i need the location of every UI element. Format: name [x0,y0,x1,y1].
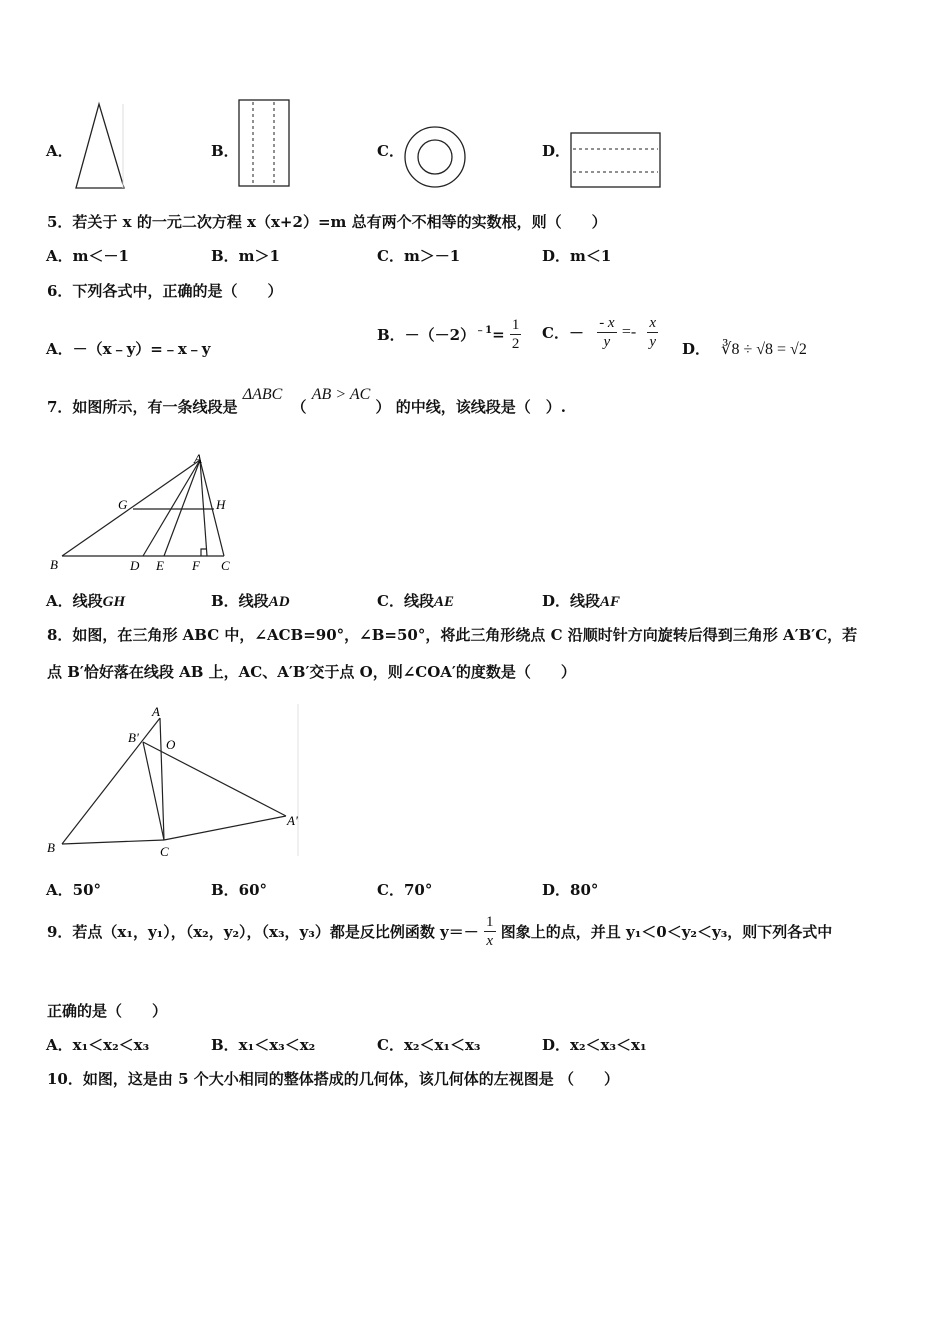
q7-label-e: E [156,558,164,573]
q6-option-d [682,338,807,359]
q7-label-b: B [50,557,58,572]
q9-fraction [484,913,496,950]
q8-label-aprime: A' [287,813,298,828]
q9-stem-line2: 正确的是（ ） [47,1002,168,1020]
q8-option-b: B．60° [211,881,268,899]
q8-option-a: A．50° [46,881,102,899]
q8-side-bc [62,840,164,844]
q7-option-d [542,590,620,611]
q6-option-b-fraction [510,316,522,353]
q6-option-b-prefix: B．－（－2） [377,326,476,344]
q9-option-c: C．x₂＜x₁＜x₃ [377,1036,481,1054]
q4-option-a-label: A． [46,142,73,160]
q5-option-b: B．m＞1 [211,247,280,265]
q6-option-c-fraction-left [597,314,616,351]
q7-label-a: A [194,451,202,466]
q5-option-c: C．m＞－1 [377,247,461,265]
q9-fraction-denominator: x [486,933,494,949]
q6-option-c [542,314,658,351]
q6-option-b-denominator: 2 [511,336,520,352]
q7-label-g: G [118,497,128,512]
q6-option-c-prefix: C．－ [542,324,584,342]
q7-stem-pre: 7．如图所示，有一条线段是 [47,398,238,416]
q8-label-o: O [166,737,176,752]
q5-option-a: A．m＜－1 [46,247,129,265]
q8-side-bpap [143,742,286,816]
q4-option-b-rect-figure [236,98,294,190]
q7-option-a [46,590,125,611]
q7-side-ab [62,460,200,556]
q7-condition: AB > AC [311,385,371,403]
q6-option-c-fraction-right [647,314,658,351]
q9-option-a: A．x₁＜x₂＜x₃ [46,1036,150,1054]
q9-stem [47,913,832,950]
q9-fraction-numerator: 1 [486,914,494,930]
q6-option-b [377,316,521,353]
q7-option-d-prefix: D．线段 [542,592,601,610]
q8-option-d: D．80° [542,881,599,899]
q7-option-b-prefix: B．线段 [211,592,269,610]
q7-figure [44,450,254,575]
q8-figure [44,700,306,862]
q8-label-a: A [152,704,160,719]
q8-side-cap [164,816,286,840]
q6-stem: 6．下列各式中，正确的是（ ） [47,282,283,300]
q6-option-c-denominator-left: y [603,334,611,350]
q7-segment-ad [143,460,200,556]
q8-label-c: C [160,844,169,859]
q10-stem: 10．如图，这是由 5 个大小相同的整体搭成的几何体，该几何体的左视图是 （ ） [47,1070,619,1088]
q8-option-c: C．70° [377,881,433,899]
q7-paren-close: ） [375,398,391,416]
q4-option-a-triangle-figure [68,100,130,192]
q7-option-a-seg: GH [102,594,126,610]
q7-option-d-seg: AF [600,594,621,610]
q8-label-b: B [47,840,55,855]
q7-label-d: D [130,558,140,573]
q7-option-c-prefix: C．线段 [377,592,434,610]
q5-option-d: D．m＜1 [542,247,612,265]
q7-label-f: F [192,558,200,573]
q6-option-a: A．－（x﹣y）=﹣x﹣y [46,340,211,358]
q7-stem [47,385,566,417]
q4-option-d-label: D． [542,142,571,160]
q7-option-a-prefix: A．线段 [46,592,103,610]
q6-option-d-expression: ∛8 ÷ √8 = √2 [721,341,807,358]
q4-option-c-label: C． [377,142,404,160]
q7-option-b [211,590,290,611]
q7-option-c [377,590,454,611]
q5-stem: 5．若关于 x 的一元二次方程 x（x+2）=m 总有两个不相等的实数根，则（ ） [47,213,607,231]
q7-segment-ae [164,460,200,556]
q9-stem-post: 图象上的点，并且 y₁＜0＜y₂＜y₃，则下列各式中 [500,923,833,941]
q8-label-bprime: B' [128,730,139,745]
q6-option-c-equals: =- [621,323,637,341]
q6-option-c-numerator-left: - x [599,315,615,331]
q6-option-b-exponent: ﹣1 [475,325,493,336]
q6-option-b-equals: = [492,325,505,344]
q9-option-b: B．x₁＜x₃＜x₂ [211,1036,316,1054]
q7-triangle-symbol: ΔABC [242,385,283,403]
q4-option-c-ring-figure [400,122,470,192]
q4-option-d-rect-figure [568,130,664,192]
q6-option-d-prefix: D． [682,340,711,358]
q9-stem-pre: 9．若点（x₁，y₁），（x₂，y₂），（x₃，y₃）都是反比例函数 y＝－ [47,923,479,941]
q7-paren-open: （ [291,398,307,416]
q8-stem-line2: 点 B′恰好落在线段 AB 上，AC、A′B′交于点 O，则∠COA′的度数是（ ） [47,663,576,681]
q8-side-ba [62,718,160,844]
q6-option-c-denominator-right: y [649,334,657,350]
q7-option-b-seg: AD [268,594,290,610]
q7-label-h: H [216,497,226,512]
q9-option-d: D．x₂＜x₃＜x₁ [542,1036,647,1054]
q7-option-c-seg: AE [433,594,454,610]
q6-option-c-numerator-right: x [649,315,657,331]
q8-stem-line1: 8．如图，在三角形 ABC 中，∠ACB=90°，∠B=50°，将此三角形绕点 C 沿顺时针方向旋转后得到三角形 A′B′C，若 [47,626,858,644]
q7-label-c: C [221,558,230,573]
q7-stem-post: 的中线，该线段是（ ）. [395,398,566,416]
q6-option-b-numerator: 1 [511,317,520,333]
q4-option-b-label: B． [211,142,239,160]
